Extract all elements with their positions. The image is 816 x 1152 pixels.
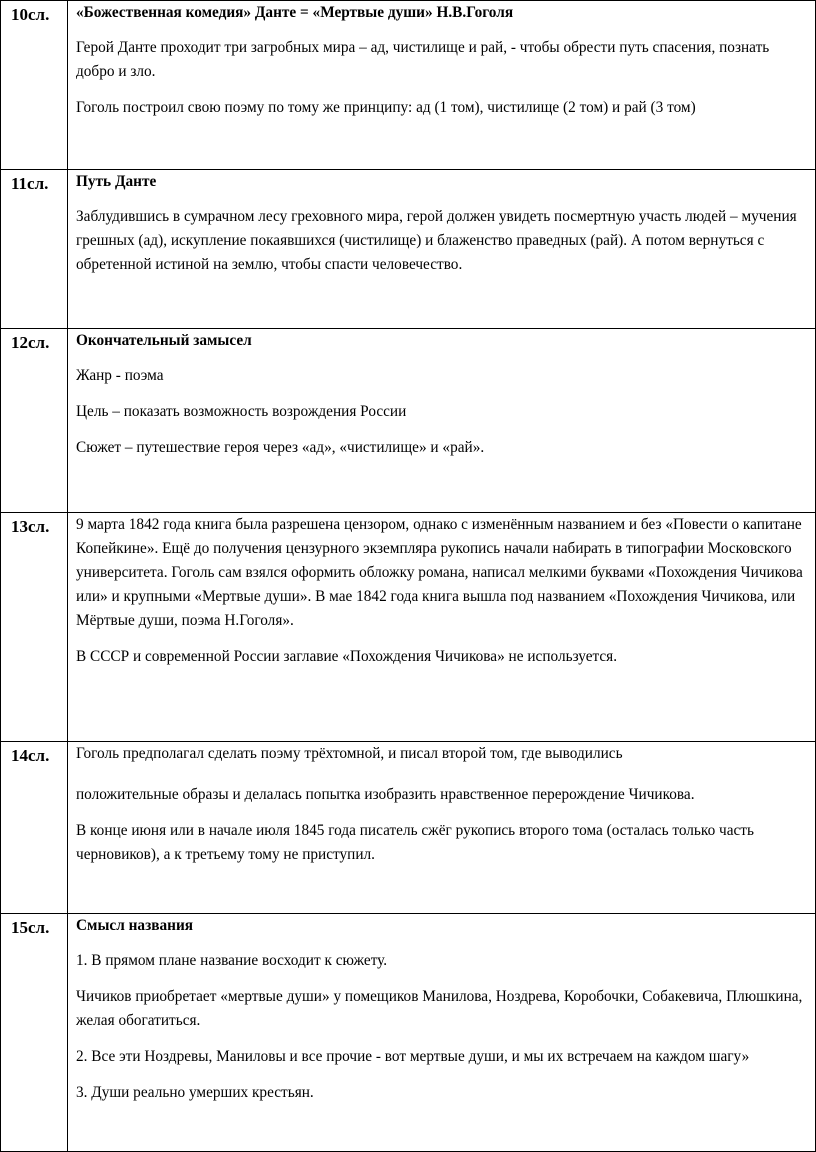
row-paragraph: 3. Души реально умерших крестьян.	[76, 1084, 314, 1101]
table-row	[1, 742, 816, 914]
slide-number-cell	[1, 513, 68, 742]
slide-number: 11сл.	[11, 174, 49, 193]
slide-number: 13сл.	[11, 517, 50, 536]
slide-number-cell	[1, 1, 68, 170]
slide-number-cell	[1, 329, 68, 513]
row-paragraph: Чичиков приобретает «мертвые души» у помещиков Манилова, Ноздрева, Коробочки, Собакевича, Плюшкина, желая обогатиться.	[76, 988, 803, 1029]
row-paragraph: положительные образы и делалась попытка изобразить нравственное перерождение Чичикова.	[76, 786, 695, 803]
row-paragraph: Сюжет – путешествие героя через «ад», «чистилище» и «рай».	[76, 439, 485, 456]
slide-number: 12сл.	[11, 333, 50, 352]
row-paragraph: Гоголь построил свою поэму по тому же принципу: ад (1 том), чистилище (2 том) и рай (3 том)	[76, 99, 696, 116]
row-paragraph: Заблудившись в сумрачном лесу греховного мира, герой должен увидеть посмертную участь людей – мучения грешных (ад), искупление покаявшихся (чистилище) и блаженство праведных (рай). А потом вернуться с обретенной истиной на землю, чтобы спасти человечество.	[76, 208, 797, 273]
row-paragraph: Жанр - поэма	[76, 367, 164, 384]
slide-number-cell	[1, 170, 68, 329]
table-row	[1, 513, 816, 742]
row-paragraph: В конце июня или в начале июля 1845 года писатель сжёг рукопись второго тома (осталась только часть черновиков), а к третьему тому не приступил.	[76, 822, 754, 863]
row-paragraph: Герой Данте проходит три загробных мира – ад, чистилище и рай, - чтобы обрести путь спасения, познать добро и зло.	[76, 39, 770, 80]
table-row	[1, 170, 816, 329]
slide-content-cell	[68, 513, 816, 742]
slide-number: 14сл.	[11, 746, 50, 765]
row-paragraph: 2. Все эти Ноздревы, Маниловы и все прочие - вот мертвые души, и мы их встречаем на каждом шагу»	[76, 1048, 750, 1065]
slide-number-cell	[1, 914, 68, 1152]
table-row	[1, 1, 816, 170]
slide-number: 10сл.	[11, 5, 50, 24]
row-paragraph: 1. В прямом плане название восходит к сюжету.	[76, 952, 388, 969]
row-title: Окончательный замысел	[76, 332, 252, 349]
row-title: Смысл названия	[76, 917, 194, 934]
table-row	[1, 914, 816, 1152]
row-paragraph: 9 марта 1842 года книга была разрешена цензором, однако с изменённым названием и без «Повести о капитане Копейкине». Ещё до получения цензурного экземпляра рукопись начали набирать в типографии Московского университета. Гоголь сам взялся оформить обложку романа, написал мелкими буквами «Похождения Чичикова или» и крупными «Мертвые души». В мае 1842 года книга вышла под названием «Похождения Чичикова, или Мёртвые души, поэма Н.Гоголя».	[76, 516, 803, 629]
slide-content-cell	[68, 914, 816, 1152]
slide-content-cell	[68, 1, 816, 170]
slide-number-cell	[1, 742, 68, 914]
table-row	[1, 329, 816, 513]
row-paragraph: Гоголь предполагал сделать поэму трёхтомной, и писал второй том, где выводились	[76, 745, 623, 762]
slide-content-cell	[68, 742, 816, 914]
slide-content-cell	[68, 170, 816, 329]
row-paragraph: В СССР и современной России заглавие «Похождения Чичикова» не используется.	[76, 648, 618, 665]
slide-number: 15сл.	[11, 918, 50, 937]
row-title: Путь Данте	[76, 173, 157, 190]
row-title: «Божественная комедия» Данте = «Мертвые души» Н.В.Гоголя	[76, 4, 514, 21]
row-paragraph: Цель – показать возможность возрождения России	[76, 403, 407, 420]
slide-content-cell	[68, 329, 816, 513]
